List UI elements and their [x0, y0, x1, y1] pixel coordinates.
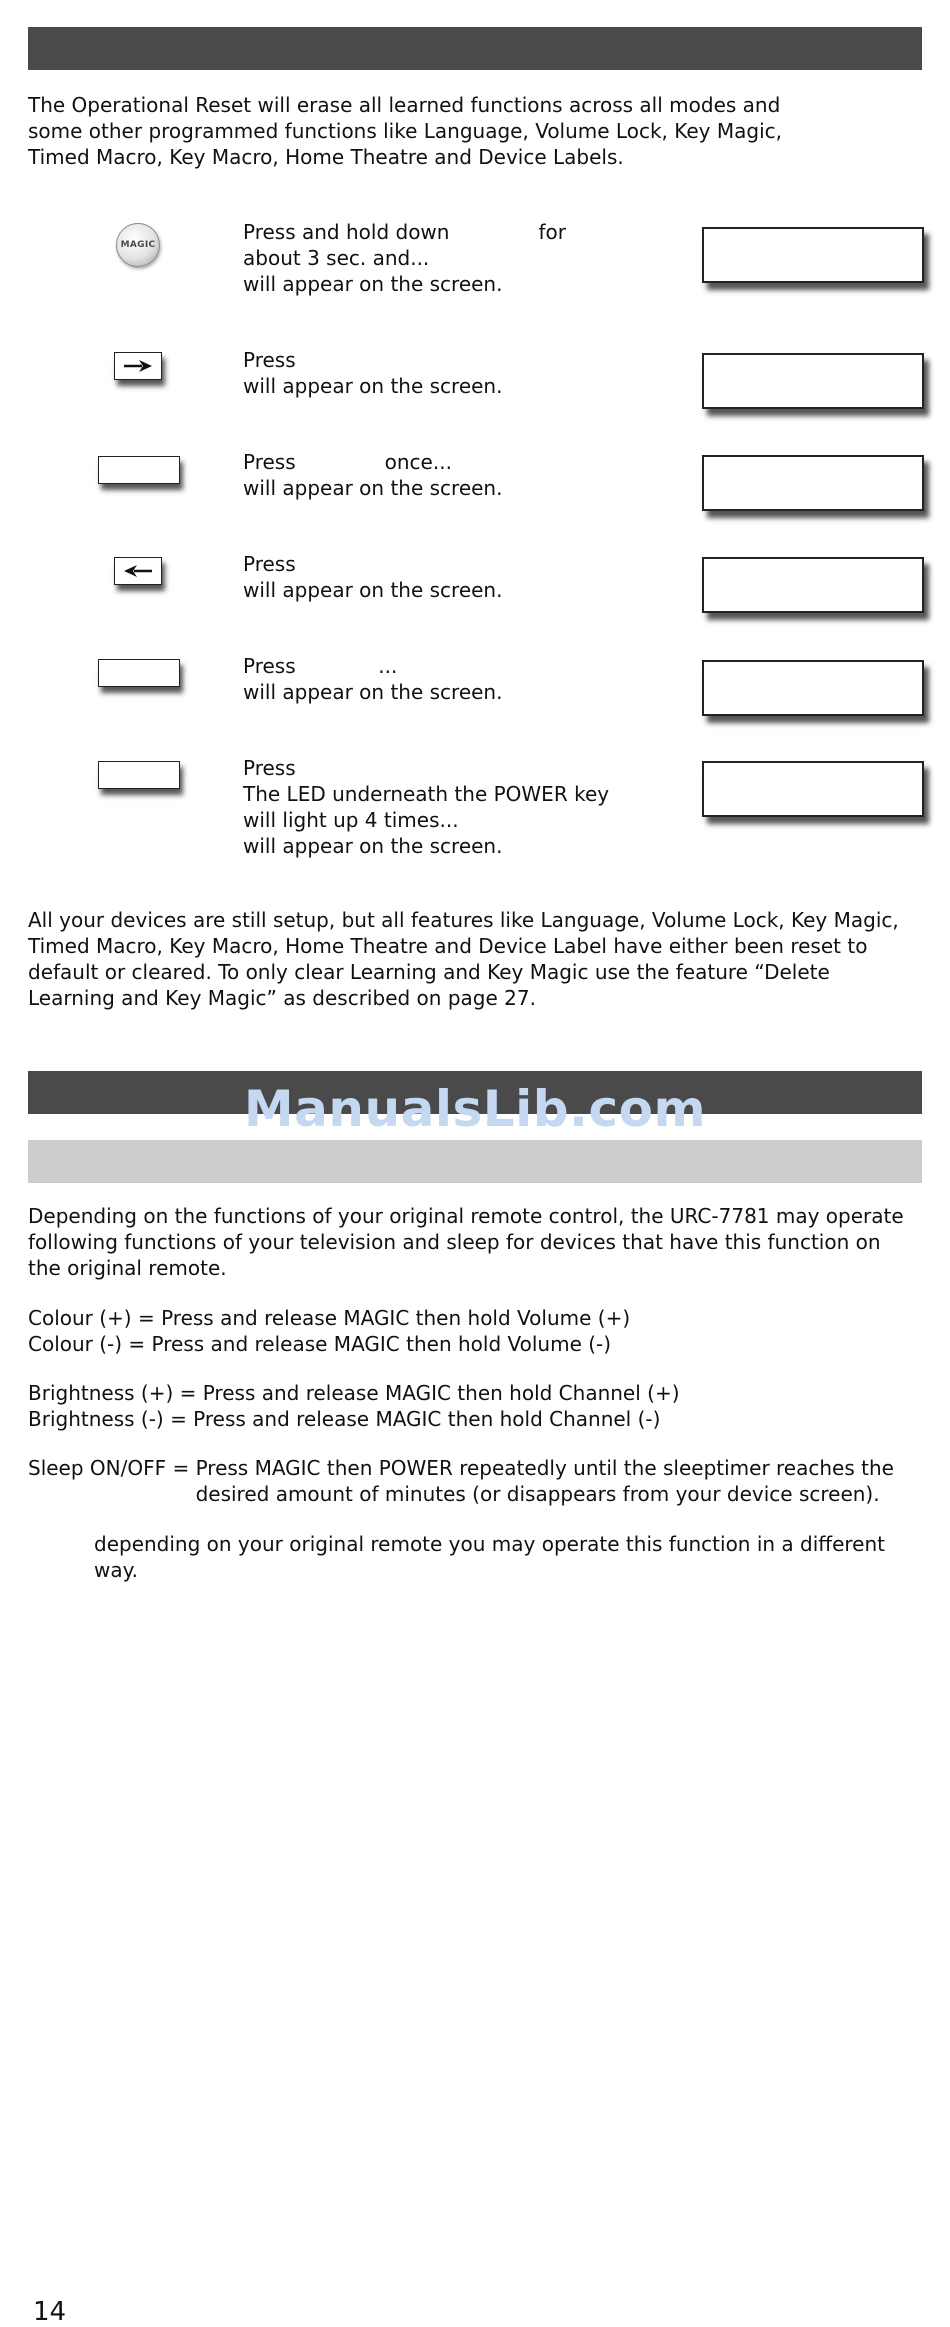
right-arrow-key-icon — [114, 352, 162, 380]
step-1-text: Press and hold down for about 3 sec. and... will appear on the screen. — [243, 220, 566, 296]
colour-instructions: Colour (+) = Press and release MAGIC then hold Volume (+) Colour (-) = Press and release MAGIC then hold Volume (-) — [28, 1306, 631, 1356]
left-arrow-icon — [122, 563, 154, 579]
step-5-text: Press ... will appear on the screen. — [243, 654, 503, 704]
step-3-text: Press once... will appear on the screen. — [243, 450, 503, 500]
outro-paragraph: All your devices are still setup, but all features like Language, Volume Lock, Key Magic, Timed Macro, Key Macro, Home Theatre and Device Label have either been reset to default or cleared. To only clear Learning and Key Magic use the feature “Delete Learning and Key Magic” as described on page 27. — [28, 908, 899, 1010]
note-text: depending on your original remote you may operate this function in a different way. — [94, 1532, 885, 1582]
page-number: 14 — [33, 2297, 67, 2327]
magic-key-icon — [116, 223, 160, 267]
right-arrow-icon — [122, 358, 154, 374]
extended-functions-intro: Depending on the functions of your original remote control, the URC-7781 may operate following functions of your television and sleep for devices that have this function on the original remote. — [28, 1204, 904, 1280]
step-2-text: Press will appear on the screen. — [243, 348, 503, 398]
step-6-text: Press The LED underneath the POWER key will light up 4 times... will appear on the screen. — [243, 756, 610, 858]
brightness-instructions: Brightness (+) = Press and release MAGIC then hold Channel (+) Brightness (-) = Press and release MAGIC then hold Channel (-) — [28, 1381, 680, 1431]
left-arrow-key-icon — [114, 557, 162, 585]
intro-paragraph: The Operational Reset will erase all learned functions across all modes and some other programmed functions like Language, Volume Lock, Key Magic, Timed Macro, Key Macro, Home Theatre and Device Labels. — [28, 93, 782, 169]
step-1-screen-display — [702, 227, 924, 283]
blank-key-icon — [98, 456, 180, 484]
sleep-text: Press MAGIC then POWER repeatedly until the sleeptimer reaches the desired amount of minutes (or disappears from your device screen). — [195, 1456, 894, 1506]
step-2-screen-display — [702, 353, 924, 409]
section-header-bar — [28, 27, 922, 70]
step-6-screen-display — [702, 761, 924, 817]
blank-key-icon — [98, 761, 180, 789]
step-4-text: Press will appear on the screen. — [243, 552, 503, 602]
step-3-screen-display — [702, 455, 924, 511]
blank-key-icon — [98, 659, 180, 687]
magic-key-label: MAGIC — [120, 240, 156, 250]
watermark: ManualsLib.com — [243, 1080, 707, 1138]
step-5-screen-display — [702, 660, 924, 716]
step-4-screen-display — [702, 557, 924, 613]
sleep-label: Sleep ON/OFF = — [28, 1456, 196, 1480]
subsection-header-bar — [28, 1140, 922, 1183]
sleep-instructions — [28, 1455, 894, 1507]
